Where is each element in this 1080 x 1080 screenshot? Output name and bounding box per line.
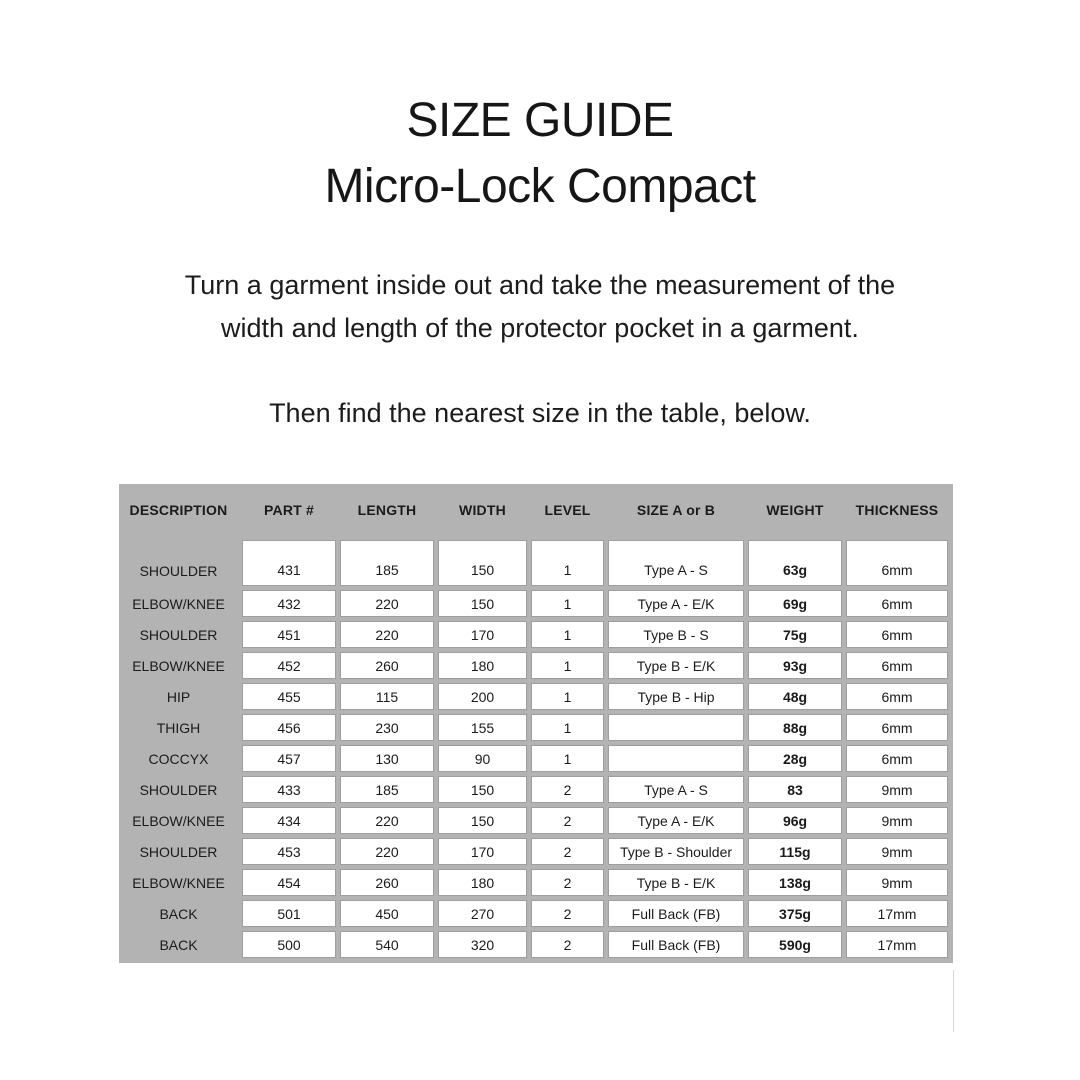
row-description: SHOULDER <box>139 563 218 579</box>
row-level: 2 <box>531 900 604 927</box>
row-thickness: 9mm <box>846 776 948 803</box>
row-part-number: 500 <box>242 931 336 958</box>
row-width: 270 <box>438 900 527 927</box>
row-weight: 375g <box>748 900 842 927</box>
row-weight: 28g <box>748 745 842 772</box>
row-level: 1 <box>531 540 604 586</box>
row-width: 150 <box>438 590 527 617</box>
row-part-number: 456 <box>242 714 336 741</box>
row-thickness: 17mm <box>846 931 948 958</box>
row-length: 130 <box>340 745 434 772</box>
row-thickness: 6mm <box>846 745 948 772</box>
row-weight: 63g <box>748 540 842 586</box>
intro-line-3: Then find the nearest size in the table, below. <box>269 398 811 428</box>
row-level: 1 <box>531 714 604 741</box>
row-size <box>608 745 744 772</box>
row-description: ELBOW/KNEE <box>132 657 225 674</box>
intro-paragraph <box>0 264 1080 350</box>
row-thickness: 6mm <box>846 621 948 648</box>
header-level: LEVEL <box>544 502 591 518</box>
row-level: 2 <box>531 776 604 803</box>
title-line-1: SIZE GUIDE <box>406 94 674 147</box>
row-length: 115 <box>340 683 434 710</box>
row-size: Type B - Hip <box>608 683 744 710</box>
row-description: BACK <box>159 936 198 953</box>
row-level: 1 <box>531 590 604 617</box>
row-weight: 115g <box>748 838 842 865</box>
title-line-2: Micro-Lock Compact <box>324 160 756 213</box>
row-width: 180 <box>438 869 527 896</box>
row-size: Type A - S <box>608 776 744 803</box>
row-weight: 88g <box>748 714 842 741</box>
row-size: Full Back (FB) <box>608 900 744 927</box>
row-level: 2 <box>531 931 604 958</box>
row-thickness: 9mm <box>846 838 948 865</box>
row-level: 2 <box>531 838 604 865</box>
row-length: 450 <box>340 900 434 927</box>
row-description: ELBOW/KNEE <box>132 595 225 612</box>
row-description: SHOULDER <box>139 781 218 798</box>
row-part-number: 433 <box>242 776 336 803</box>
row-length: 220 <box>340 807 434 834</box>
row-description: ELBOW/KNEE <box>132 874 225 891</box>
row-length: 260 <box>340 869 434 896</box>
row-part-number: 454 <box>242 869 336 896</box>
row-width: 90 <box>438 745 527 772</box>
row-description: THIGH <box>156 719 201 736</box>
intro-line-2: width and length of the protector pocket in a garment. <box>221 313 859 343</box>
row-description: HIP <box>166 688 191 705</box>
row-thickness: 9mm <box>846 869 948 896</box>
row-level: 1 <box>531 621 604 648</box>
row-size: Type A - E/K <box>608 590 744 617</box>
row-weight: 93g <box>748 652 842 679</box>
row-weight: 75g <box>748 621 842 648</box>
header-thickness: THICKNESS <box>855 502 939 518</box>
row-part-number: 501 <box>242 900 336 927</box>
header-description: DESCRIPTION <box>129 502 228 518</box>
header-weight: WEIGHT <box>766 502 824 518</box>
row-weight: 138g <box>748 869 842 896</box>
row-size: Type B - S <box>608 621 744 648</box>
row-thickness: 6mm <box>846 683 948 710</box>
row-length: 220 <box>340 838 434 865</box>
row-description: SHOULDER <box>139 843 218 860</box>
row-length: 220 <box>340 590 434 617</box>
row-part-number: 451 <box>242 621 336 648</box>
row-description: COCCYX <box>148 750 209 767</box>
header-length: LENGTH <box>357 502 417 518</box>
row-size: Type A - S <box>608 540 744 586</box>
row-part-number: 455 <box>242 683 336 710</box>
row-length: 185 <box>340 540 434 586</box>
row-size: Type B - E/K <box>608 869 744 896</box>
header-part-number: PART # <box>264 502 314 518</box>
row-width: 170 <box>438 621 527 648</box>
row-length: 540 <box>340 931 434 958</box>
row-width: 200 <box>438 683 527 710</box>
page-title <box>0 88 1080 220</box>
row-length: 260 <box>340 652 434 679</box>
row-weight: 83 <box>748 776 842 803</box>
row-thickness: 6mm <box>846 540 948 586</box>
row-thickness: 6mm <box>846 652 948 679</box>
row-description: BACK <box>159 905 198 922</box>
row-width: 155 <box>438 714 527 741</box>
row-part-number: 431 <box>242 540 336 586</box>
row-thickness: 9mm <box>846 807 948 834</box>
divider-artifact-line <box>953 970 954 1032</box>
row-description: SHOULDER <box>139 626 218 643</box>
row-level: 1 <box>531 745 604 772</box>
size-guide-table <box>119 484 953 963</box>
row-weight: 96g <box>748 807 842 834</box>
row-thickness: 6mm <box>846 714 948 741</box>
row-thickness: 17mm <box>846 900 948 927</box>
row-level: 2 <box>531 807 604 834</box>
row-thickness: 6mm <box>846 590 948 617</box>
row-size: Type B - E/K <box>608 652 744 679</box>
row-level: 2 <box>531 869 604 896</box>
row-length: 230 <box>340 714 434 741</box>
row-part-number: 457 <box>242 745 336 772</box>
row-width: 150 <box>438 776 527 803</box>
row-part-number: 452 <box>242 652 336 679</box>
row-width: 150 <box>438 807 527 834</box>
row-width: 180 <box>438 652 527 679</box>
header-width: WIDTH <box>459 502 506 518</box>
row-size: Full Back (FB) <box>608 931 744 958</box>
header-size-a-or-b: SIZE A or B <box>636 502 716 518</box>
row-size <box>608 714 744 741</box>
row-weight: 69g <box>748 590 842 617</box>
intro-line-1: Turn a garment inside out and take the measurement of the <box>184 270 896 300</box>
row-level: 1 <box>531 683 604 710</box>
intro-instruction <box>0 392 1080 435</box>
row-weight: 48g <box>748 683 842 710</box>
row-size: Type A - E/K <box>608 807 744 834</box>
row-width: 170 <box>438 838 527 865</box>
row-size: Type B - Shoulder <box>608 838 744 865</box>
row-length: 185 <box>340 776 434 803</box>
row-width: 320 <box>438 931 527 958</box>
row-level: 1 <box>531 652 604 679</box>
row-part-number: 432 <box>242 590 336 617</box>
row-part-number: 453 <box>242 838 336 865</box>
row-description: ELBOW/KNEE <box>132 812 225 829</box>
row-weight: 590g <box>748 931 842 958</box>
row-width: 150 <box>438 540 527 586</box>
row-part-number: 434 <box>242 807 336 834</box>
row-length: 220 <box>340 621 434 648</box>
